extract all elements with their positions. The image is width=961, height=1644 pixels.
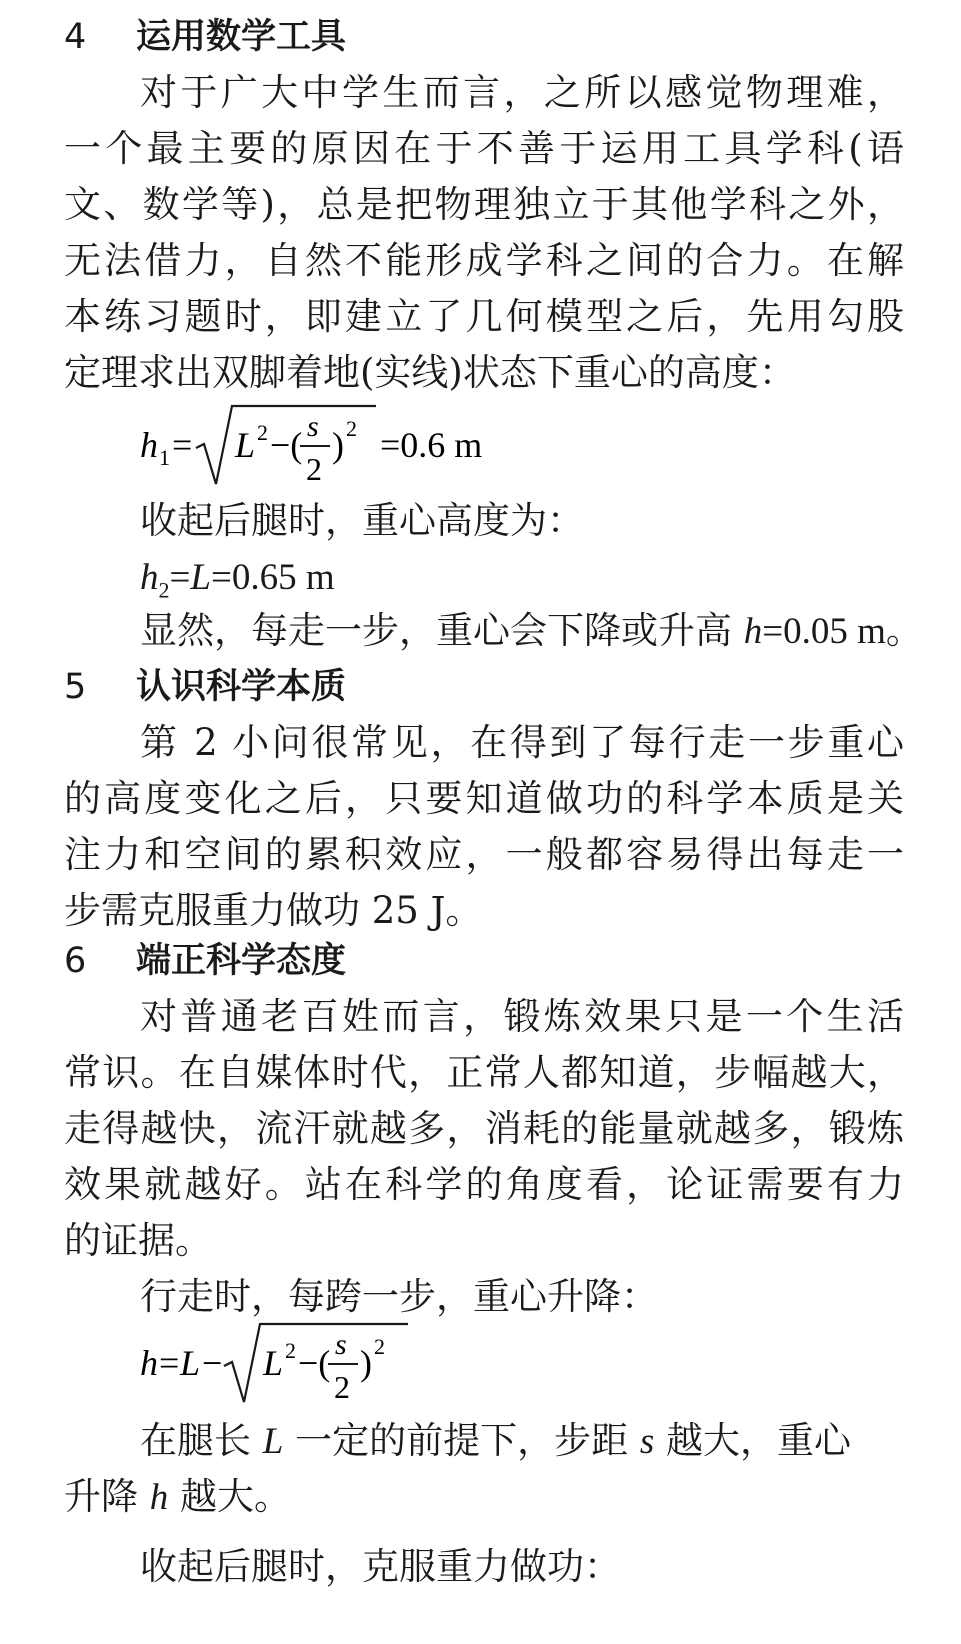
section-number: 4 — [64, 17, 87, 57]
formula-h1-two: 2 — [306, 451, 322, 487]
paragraph-line: 一个最主要的原因在于不善于运用工具学科(语 — [64, 127, 904, 170]
formula-h2-eq: = — [169, 557, 191, 598]
formula-h2-L: L — [190, 557, 211, 598]
formula-h-minus2: −( — [298, 1343, 331, 1383]
formula-h1-sq2: 2 — [346, 416, 357, 441]
paragraph-line: 对于广大中学生而言，之所以感觉物理难， — [140, 71, 904, 114]
section-title: 端正科学态度 — [136, 941, 347, 981]
paragraph-line: 效果就越好。站在科学的角度看，论证需要有力 — [64, 1163, 904, 1206]
paragraph-line: 对普通老百姓而言，锻炼效果只是一个生活 — [140, 995, 904, 1038]
formula-h1-var: h — [140, 425, 158, 465]
paragraph-line: 步需克服重力做功 25 J。 — [64, 889, 483, 932]
text-span: 越大，重心 — [654, 1419, 852, 1462]
formula-h-paren: ) — [360, 1343, 372, 1383]
paragraph-line: 行走时，每跨一步，重心升降： — [140, 1275, 658, 1318]
formula-h-two: 2 — [334, 1369, 350, 1405]
formula-h2-var: h — [140, 557, 159, 598]
paragraph-line: 收起后腿时，克服重力做功： — [140, 1545, 621, 1588]
paragraph-line — [140, 1414, 851, 1468]
conclusion-text: 显然，每走一步，重心会下降或升高 — [140, 609, 732, 652]
var-L: L — [262, 1421, 284, 1462]
section-number: 6 — [64, 941, 87, 981]
paragraph-line: 本练习题时，即建立了几何模型之后，先用勾股 — [64, 295, 904, 338]
var-h: h — [149, 1477, 169, 1518]
paragraph-line: 注力和空间的累积效应，一般都容易得出每走一 — [64, 833, 904, 876]
section-title: 认识科学本质 — [136, 667, 347, 707]
paragraph-line: 的证据。 — [64, 1219, 212, 1262]
section-heading — [64, 10, 346, 64]
formula-h-var: h — [140, 1343, 158, 1383]
section-heading — [64, 934, 346, 988]
paragraph-line: 文、数学等)，总是把物理独立于其他学科之外， — [64, 183, 904, 226]
section-number: 5 — [64, 667, 87, 707]
paragraph-line: 收起后腿时，重心高度为： — [140, 499, 584, 542]
paragraph-line: 走得越快，流汗就越多，消耗的能量就越多，锻炼 — [64, 1107, 904, 1150]
conclusion-h: h — [743, 611, 763, 652]
conclusion-val: =0.05 m。 — [762, 611, 923, 652]
paragraph-line: 的高度变化之后，只要知道做功的科学本质是关 — [64, 777, 904, 820]
formula-h-eq: = — [159, 1343, 180, 1383]
formula-h1-sq: 2 — [257, 420, 268, 445]
formula-h2-val: =0.65 m — [210, 557, 335, 598]
formula-h-s: s — [335, 1328, 347, 1361]
paragraph-line: 第 2 小问很常见，在得到了每行走一步重心 — [140, 721, 904, 764]
paragraph-line: 无法借力，自然不能形成学科之间的合力。在解 — [64, 239, 904, 282]
formula-h-sq: 2 — [285, 1338, 296, 1363]
section-heading — [64, 660, 346, 714]
formula-h-L: L — [180, 1343, 201, 1383]
paragraph-line: 定理求出双脚着地(实线)状态下重心的高度： — [64, 351, 796, 394]
text-span: 一定的前提下，步距 — [283, 1419, 640, 1462]
formula-h1-svg — [140, 400, 560, 490]
conclusion-line — [140, 604, 923, 658]
section-title: 运用数学工具 — [136, 17, 347, 57]
formula-h-svg — [140, 1318, 460, 1408]
formula-h1-sub: 1 — [159, 445, 170, 470]
formula-h2-sub: 2 — [158, 577, 170, 603]
paragraph-line: 常识。在自媒体时代，正常人都知道，步幅越大， — [64, 1051, 904, 1094]
formula-h2 — [140, 550, 335, 604]
paragraph-line — [64, 1470, 291, 1524]
formula-h1 — [140, 400, 560, 490]
formula-h1-paren: ) — [332, 425, 344, 465]
text-span: 升降 — [64, 1475, 150, 1518]
var-s: s — [639, 1421, 655, 1462]
formula-h1-minus: −( — [270, 425, 303, 465]
formula-h-sq2: 2 — [374, 1334, 385, 1359]
formula-h-L2: L — [263, 1343, 284, 1383]
formula-h1-eq: = — [172, 425, 193, 465]
text-span: 越大。 — [168, 1475, 292, 1518]
formula-h1-result: =0.6 m — [380, 425, 483, 465]
text-span: 在腿长 — [140, 1419, 263, 1462]
formula-h1-L: L — [235, 425, 256, 465]
formula-h1-s: s — [307, 410, 319, 443]
formula-h-minus: − — [202, 1343, 223, 1383]
formula-h — [140, 1318, 460, 1408]
